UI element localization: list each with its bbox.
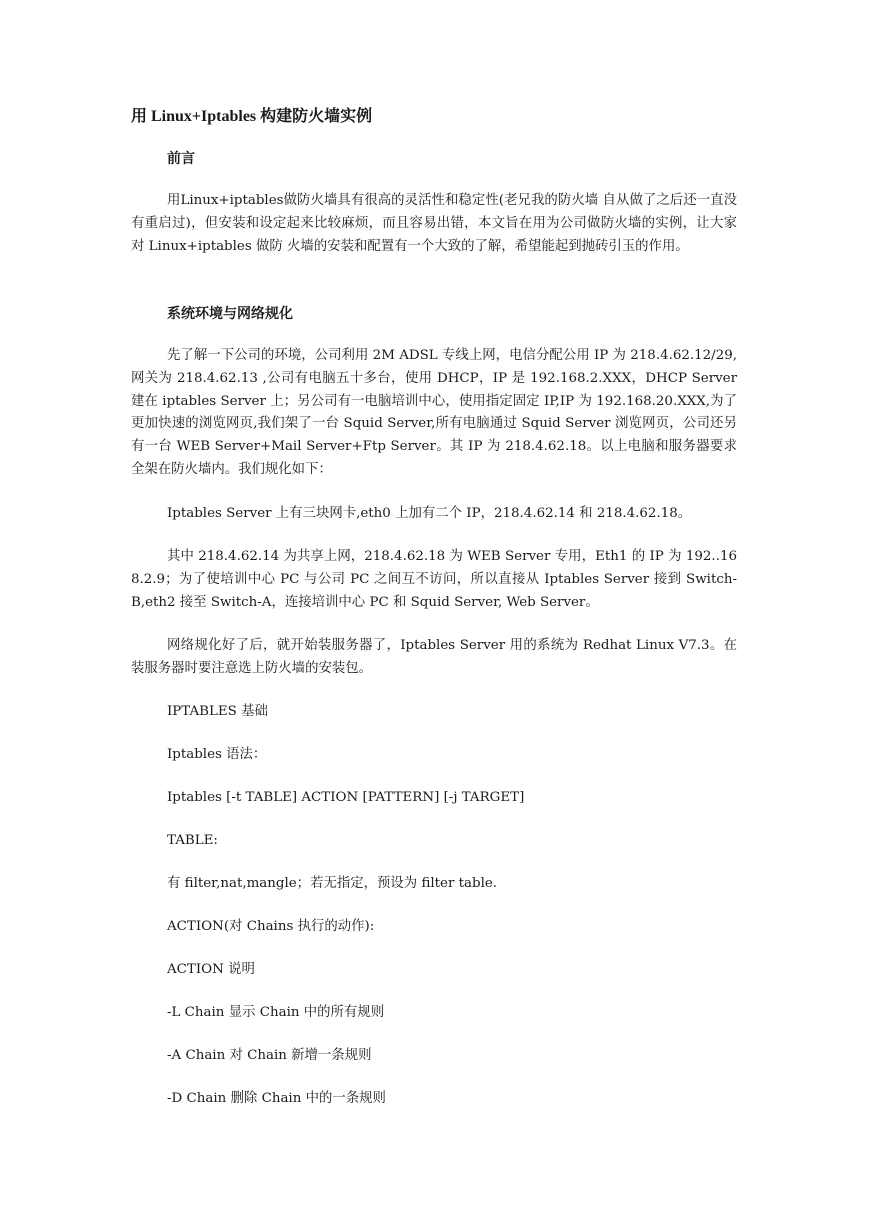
document-title: 用 Linux+Iptables 构建防火墙实例: [131, 108, 373, 125]
iptables-basics-heading: IPTABLES 基础: [167, 704, 268, 719]
action-table-header: ACTION 说明: [167, 962, 255, 977]
preface-paragraph: 用Linux+iptables做防火墙具有很高的灵活性和稳定性(老兄我的防火墙 自从做了之后还一直没有重启过)，但安装和设定起来比较麻烦，而且容易出错，本文旨在用为公司做防火墙的实例，让大家对 Linux+iptables 做防 火墙的安装和配置有一个大致的了解，希望能起到抛砖引玉的作用。: [131, 193, 737, 254]
ip-allocation-paragraph: 其中 218.4.62.14 为共享上网，218.4.62.18 为 WEB Server 专用，Eth1 的 IP 为 192..168.2.9；为了使培训中心 PC 与公司 PC 之间互不访问，所以直接从 Iptables Server 接到 Switch-B,eth2 接至 Switch-A，连接培训中心 PC 和 Squid Server, Web Server。: [131, 549, 737, 610]
action-item: -A Chain 对 Chain 新增一条规则: [167, 1048, 372, 1063]
action-item: -D Chain 删除 Chain 中的一条规则: [167, 1091, 386, 1106]
table-label: TABLE:: [167, 833, 218, 848]
environment-paragraph: 先了解一下公司的环境，公司利用 2M ADSL 专线上网，电信分配公用 IP 为 218.4.62.12/29,网关为 218.4.62.13 ,公司有电脑五十多台，使用 DHCP，IP 是 192.168.2.XXX，DHCP Server 建在 iptables Server 上；另公司有一电脑培训中心，使用指定固定 IP,IP 为 192.168.20.XXX,为了更加快速的浏览网页,我们架了一台 Squid Server,所有电脑通过 Squid Server 浏览网页，公司还另有一台 WEB Server+Mail Server+Ftp Server。其 IP 为 218.4.62.18。以上电脑和服务器要求全架在防火墙内。我们规化如下：: [131, 348, 737, 477]
install-paragraph: 网络规化好了后，就开始装服务器了，Iptables Server 用的系统为 Redhat Linux V7.3。在装服务器时要注意选上防火墙的安装包。: [131, 638, 737, 676]
action-item: -L Chain 显示 Chain 中的所有规则: [167, 1005, 385, 1020]
syntax-label: Iptables 语法：: [167, 747, 267, 762]
syntax-line: Iptables [-t TABLE] ACTION [PATTERN] [-j TARGET]: [167, 790, 525, 805]
table-description: 有 filter,nat,mangle；若无指定，预设为 filter table.: [167, 876, 498, 891]
action-label: ACTION(对 Chains 执行的动作):: [167, 919, 375, 934]
network-cards-paragraph: Iptables Server 上有三块网卡,eth0 上加有二个 IP，218.4.62.14 和 218.4.62.18。: [167, 506, 692, 521]
environment-heading: 系统环境与网络规化: [167, 306, 293, 322]
preface-heading: 前言: [167, 151, 195, 167]
